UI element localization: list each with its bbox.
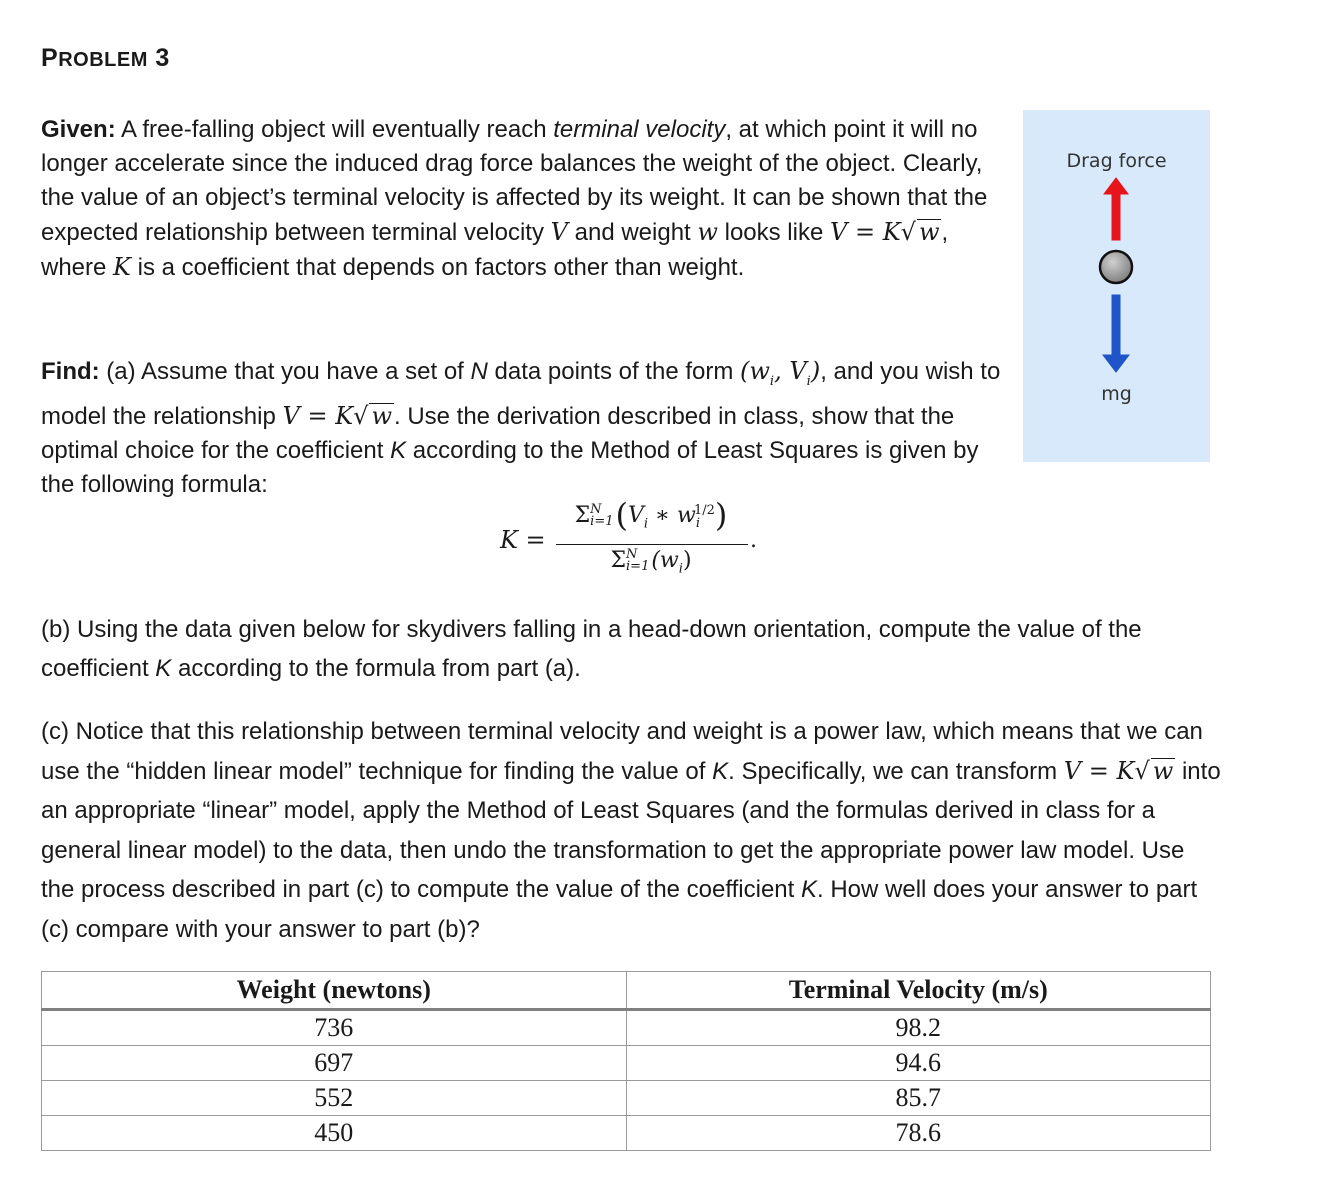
part-c-text-4: . How well does your answer to part (c) compare with your answer to part (b)? [41, 876, 1198, 943]
cell-velocity: 78.6 [626, 1116, 1211, 1151]
table-row [42, 1046, 1211, 1081]
given-text-3: and weight [567, 219, 698, 246]
given-eq-k: K [882, 218, 901, 246]
cell-velocity: 94.6 [626, 1046, 1211, 1081]
given-var-v: V [550, 218, 568, 246]
sqrt-sign: √ [1134, 756, 1150, 785]
weight-arrow-icon [1103, 295, 1129, 372]
given-eq-v: V [829, 218, 848, 246]
sqrt-sign: √ [353, 401, 369, 430]
part-c-eq-equals: = [1081, 756, 1117, 785]
part-b-text-2: according to the formula from part (a). [171, 655, 581, 682]
given-var-k: K [113, 253, 131, 281]
part-c-text-3: into an appropriate “linear” model, apply the Method of Least Squares (and the formulas derived in class for a general linear model) to the data, then undo the transformation to get the appropriate power law model. Use the process described in part (c) to compute the value of the coefficient [41, 757, 1221, 903]
diagram-graphic [1023, 110, 1210, 462]
cell-weight: 736 [42, 1010, 627, 1046]
cell-weight: 450 [42, 1116, 627, 1151]
find-eq-v: V [282, 401, 300, 430]
find-eq-w: w [371, 401, 392, 430]
formula-numerator: ΣN $i=1(V_i$ ∗ $w_i^{1/2}$) [574, 496, 728, 534]
given-label: Given: [41, 116, 116, 143]
formula-fraction-bar [556, 544, 748, 545]
cell-velocity: 98.2 [626, 1010, 1211, 1046]
given-var-w: w [697, 218, 718, 246]
part-b-text-1: (b) Using the data given below for skydivers falling in a head-down orientation, compute the value of the coefficient [41, 616, 1142, 682]
find-text-5: according to the Method of Least Squares is given by the following formula: [41, 436, 979, 498]
part-c-eq-v: V [1063, 756, 1082, 785]
given-text-4: looks like [717, 219, 830, 246]
given-text-6: is a coefficient that depends on factors other than weight. [130, 254, 745, 281]
find-text-3: , and you wish to model the relationship [41, 358, 1001, 430]
drag-force-label: Drag force [1066, 150, 1167, 172]
find-var-k: K [390, 436, 407, 464]
find-a-paragraph [41, 354, 1011, 502]
part-b-var-k: K [155, 655, 172, 682]
cell-velocity: 85.7 [626, 1081, 1211, 1116]
problem-heading [41, 44, 170, 73]
part-c-paragraph [41, 712, 1221, 949]
given-eq-equals: = [847, 218, 883, 246]
heading-rest: ROBLEM [58, 49, 148, 71]
given-paragraph [41, 113, 1001, 285]
header-terminal-velocity: Terminal Velocity (m/s) [626, 972, 1211, 1010]
find-pair: ($w_i$, $V_i$) [740, 357, 821, 389]
find-label: Find: [41, 358, 100, 385]
find-var-n: N [470, 358, 488, 385]
free-body-diagram [1023, 110, 1210, 462]
part-b-paragraph [41, 610, 1221, 688]
find-eq-k: K [335, 401, 354, 430]
part-c-var-k: K [712, 757, 729, 785]
formula-period: . [750, 528, 757, 553]
table-header-row [42, 972, 1211, 1010]
find-text-2: data points of the form [487, 358, 740, 385]
part-c-var-k2: K [800, 876, 817, 903]
part-c-text-2: . Specifically, we can transform [728, 757, 1064, 785]
part-c-text-1: (c) Notice that this relationship between terminal velocity and weight is a power law, which means that we can use the “hidden linear model” technique for finding the value of [41, 718, 1203, 785]
find-text-1: (a) Assume that you have a set of [99, 358, 471, 385]
find-text-4: . Use the derivation described in class, show that the optimal choice for the coefficient [41, 402, 955, 464]
given-text-2: , at which point it will no longer accelerate since the induced drag force balances the weight of the object. Clearly, the value of an object’s terminal velocity is affected by its weight. It can be shown that the expected relationship between terminal velocity [41, 116, 988, 246]
part-c-eq-w: w [1152, 756, 1174, 785]
skydiver-data-table [41, 971, 1211, 1151]
given-eq-w: w [918, 218, 940, 246]
sqrt-sign: √ [900, 218, 916, 246]
header-weight: Weight (newtons) [42, 972, 627, 1010]
formula-denominator: ΣN $i=1(w_i)$ [610, 547, 692, 577]
find-eq-equals: = [299, 401, 336, 430]
drag-force-arrow-icon [1104, 178, 1128, 240]
falling-ball-icon [1100, 251, 1132, 283]
cell-weight: 552 [42, 1081, 627, 1116]
given-text-5: , where [41, 219, 949, 281]
given-text-1: A free-falling object will eventually reach [115, 116, 554, 143]
heading-first-letter: P [41, 44, 59, 72]
formula-lhs: K = [500, 526, 546, 554]
part-c-eq-k: K [1116, 756, 1135, 785]
table-row [42, 1116, 1211, 1151]
heading-number: 3 [155, 44, 170, 72]
mg-label: mg [1101, 383, 1132, 405]
given-italic-term: terminal velocity [553, 116, 726, 143]
table-row [42, 1010, 1211, 1046]
cell-weight: 697 [42, 1046, 627, 1081]
table-row [42, 1081, 1211, 1116]
